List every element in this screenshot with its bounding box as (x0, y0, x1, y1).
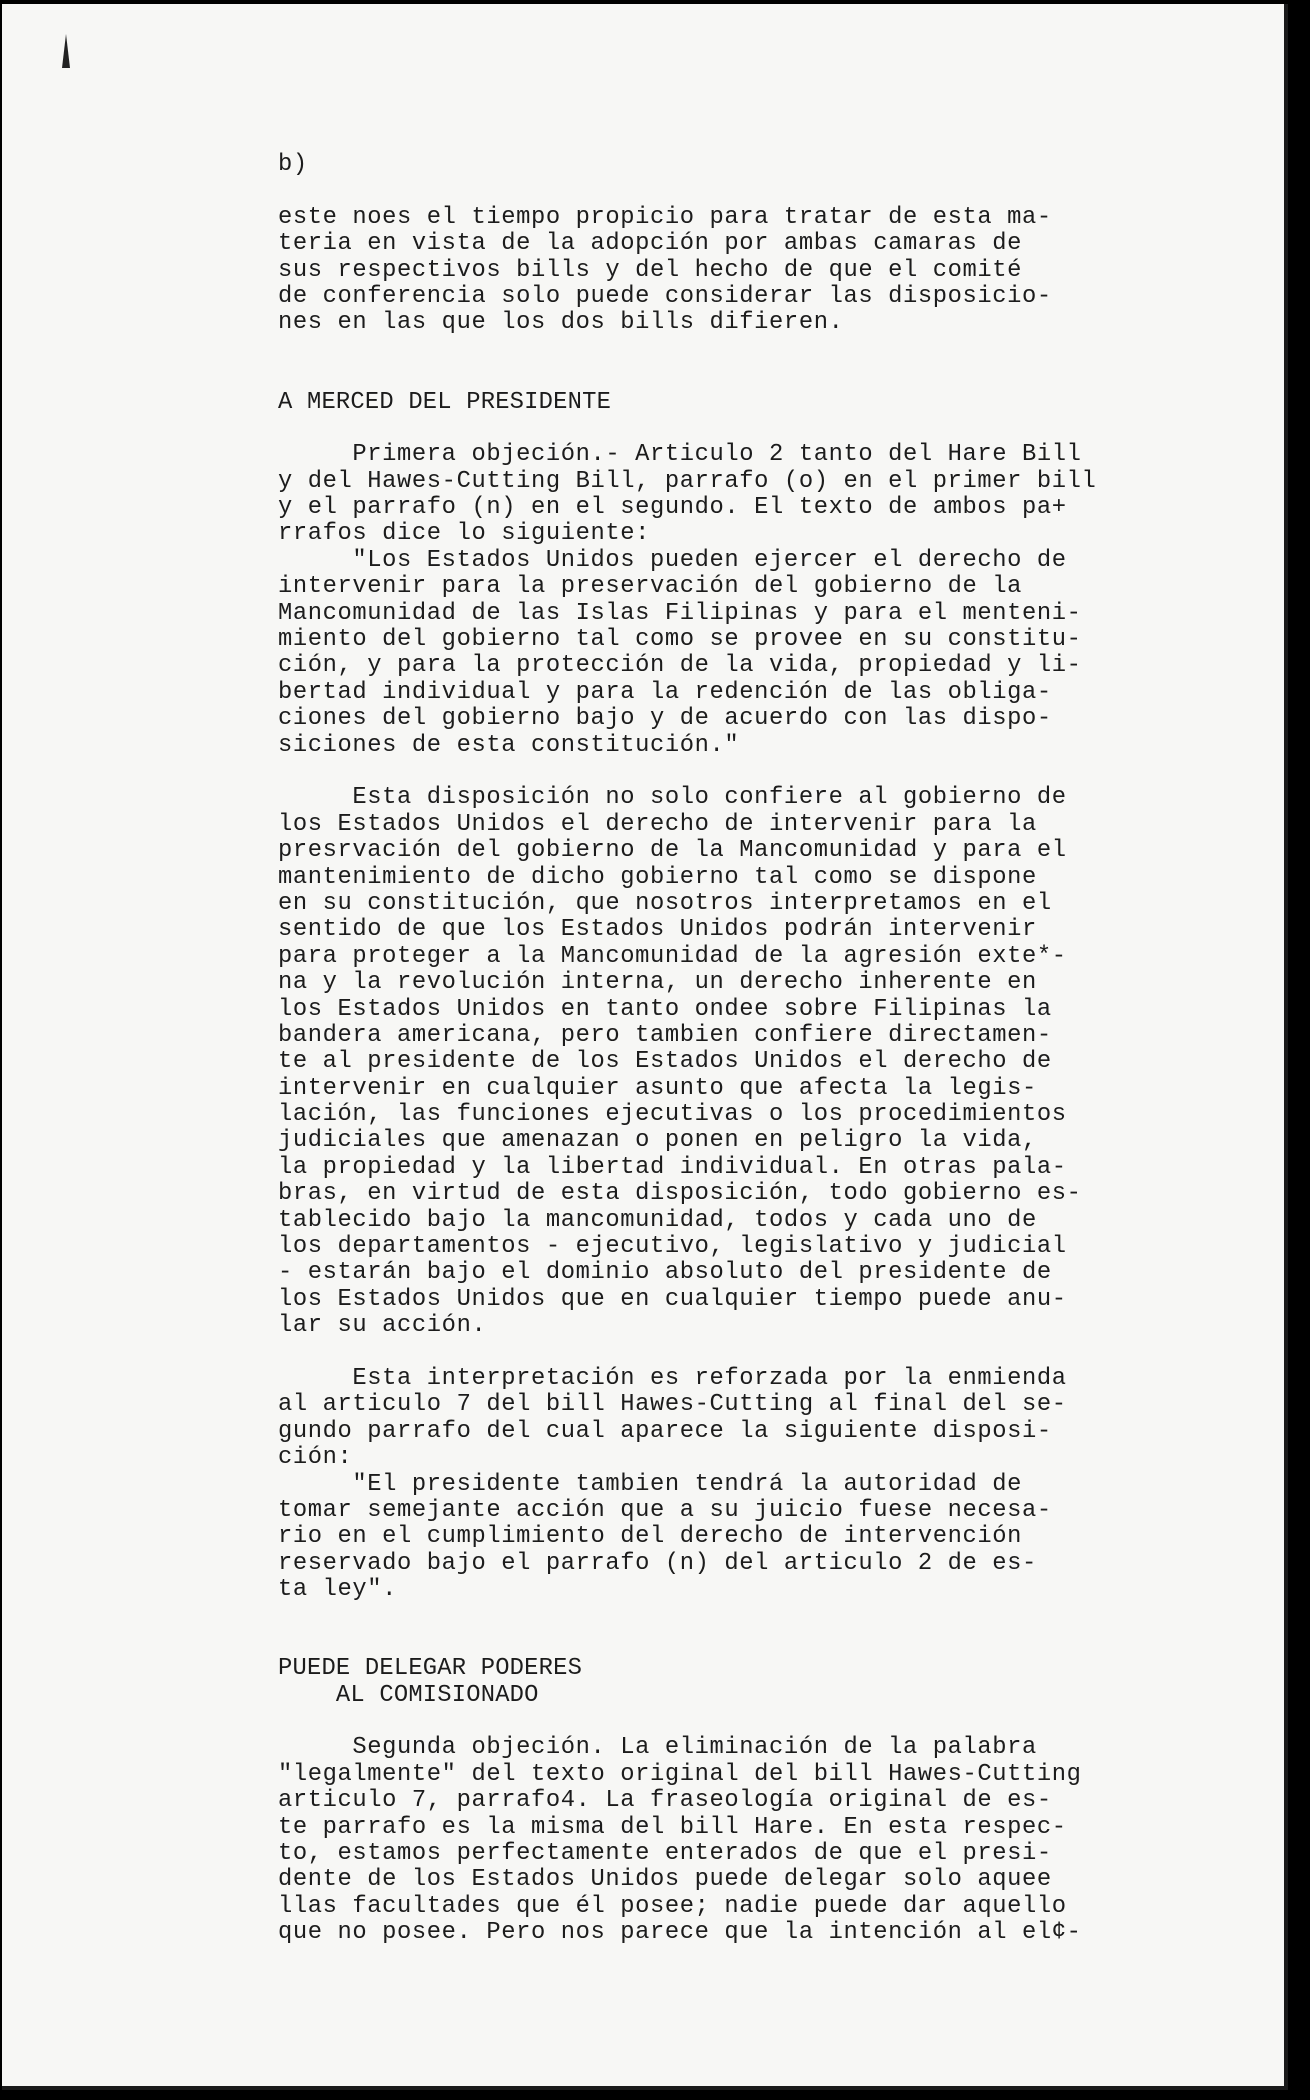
text-line: te parrafo es la misma del bill Hare. En esta respec- (278, 1813, 1067, 1841)
section-heading-merced: A MERCED DEL PRESIDENTE (278, 388, 612, 416)
text-line: y el parrafo (n) en el segundo. El texto de ambos pa+ (278, 494, 1067, 522)
text-line: "Los Estados Unidos pueden ejercer el derecho de (278, 546, 1067, 574)
text-line: bertad individual y para la redención de las obliga- (278, 678, 1052, 706)
text-line: mantenimiento de dicho gobierno tal como se dispone (278, 863, 1037, 891)
text-line: para proteger a la Mancomunidad de la agresión exte*- (278, 942, 1067, 970)
text-line: intervenir en cualquier asunto que afecta la legis- (278, 1074, 1037, 1102)
text-line: los Estados Unidos en tanto ondee sobre Filipinas la (278, 995, 1052, 1023)
text-line: "legalmente" del texto original del bill Hawes-Cutting (278, 1760, 1082, 1788)
text-line: Primera objeción.- Articulo 2 tanto del Hare Bill (278, 441, 1082, 469)
section-heading-delegar-line2: AL COMISIONADO (278, 1681, 539, 1709)
text-line: en su constitución, que nosotros interpretamos en el (278, 889, 1052, 917)
text-line: al articulo 7 del bill Hawes-Cutting al final del se- (278, 1391, 1067, 1419)
document-page (2, 4, 1288, 2090)
text-line: que no posee. Pero nos parece que la intención al el¢- (278, 1919, 1082, 1947)
document-body (278, 152, 1178, 1947)
objection-two-paragraph (278, 1735, 1178, 1946)
corner-mark-icon (62, 34, 70, 68)
text-line: los Estados Unidos que en cualquier tiempo puede anu- (278, 1285, 1067, 1313)
text-line: siciones de esta constitución." (278, 731, 740, 759)
text-line: Segunda objeción. La eliminación de la palabra (278, 1734, 1037, 1762)
text-line: articulo 7, parrafo4. La fraseología original de es- (278, 1787, 1052, 1815)
text-line: bandera americana, pero tambien confiere directamen- (278, 1021, 1052, 1049)
page-label: b) (278, 151, 308, 178)
reinforcement-paragraph (278, 1366, 1178, 1472)
interpretation-paragraph (278, 785, 1178, 1339)
text-line: gundo parrafo del cual aparece la siguiente disposi- (278, 1417, 1052, 1445)
text-line: dente de los Estados Unidos puede delegar solo aquee (278, 1866, 1052, 1894)
section-heading-delegar-line1: PUEDE DELEGAR PODERES (278, 1655, 583, 1683)
text-line: sentido de que los Estados Unidos podrán intervenir (278, 916, 1037, 944)
text-line: lar su acción. (278, 1312, 487, 1340)
text-line: rrafos dice lo siguiente: (278, 520, 651, 548)
text-line: Mancomunidad de las Islas Filipinas y para el menteni- (278, 599, 1082, 627)
text-line: la propiedad y la libertad individual. En otras pala- (278, 1153, 1067, 1181)
text-line: teria en vista de la adopción por ambas camaras de (278, 230, 1023, 258)
text-line: sus respectivos bills y del hecho de que el comité (278, 256, 1023, 284)
text-line: miento del gobierno tal como se provee en su constitu- (278, 626, 1082, 654)
text-line: llas facultades que él posee; nadie puede dar aquello (278, 1892, 1067, 1920)
text-line: los departamentos - ejecutivo, legislativo y judicial (278, 1233, 1067, 1261)
text-line: lación, las funciones ejecutivas o los procedimientos (278, 1101, 1067, 1129)
text-line: presrvación del gobierno de la Mancomunidad y para el (278, 837, 1067, 865)
text-line: este noes el tiempo propicio para tratar de esta ma- (278, 203, 1052, 231)
intro-paragraph (278, 205, 1178, 337)
quoted-amendment (278, 1472, 1178, 1604)
text-line: judiciales que amenazan o ponen en peligro la vida, (278, 1127, 1037, 1155)
text-line: reservado bajo el parrafo (n) del articulo 2 de es- (278, 1549, 1037, 1577)
text-line: rio en el cumplimiento del derecho de intervención (278, 1523, 1023, 1551)
text-line: ta ley". (278, 1576, 398, 1604)
text-line: te al presidente de los Estados Unidos el derecho de (278, 1048, 1052, 1076)
text-line: Esta interpretación es reforzada por la enmienda (278, 1364, 1067, 1392)
text-line: - estarán bajo el dominio absoluto del presidente de (278, 1259, 1052, 1287)
text-line: de conferencia solo puede considerar las disposicio- (278, 282, 1052, 310)
quoted-provision (278, 548, 1178, 759)
text-line: bras, en virtud de esta disposición, todo gobierno es- (278, 1180, 1082, 1208)
text-line: "El presidente tambien tendrá la autoridad de (278, 1470, 1023, 1498)
text-line: ciones del gobierno bajo y de acuerdo con las dispo- (278, 705, 1052, 733)
text-line: y del Hawes-Cutting Bill, parrafo (o) en el primer bill (278, 467, 1097, 495)
text-line: Esta disposición no solo confiere al gobierno de (278, 784, 1067, 812)
text-line: ción, y para la protección de la vida, propiedad y li- (278, 652, 1082, 680)
text-line: to, estamos perfectamente enterados de que el presi- (278, 1840, 1052, 1867)
text-line: nes en las que los dos bills difieren. (278, 309, 844, 337)
text-line: tomar semejante acción que a su juicio fuese necesa- (278, 1496, 1052, 1524)
text-line: intervenir para la preservación del gobierno de la (278, 573, 1023, 601)
text-line: los Estados Unidos el derecho de intervenir para la (278, 810, 1037, 838)
text-line: tablecido bajo la mancomunidad, todos y cada uno de (278, 1206, 1037, 1234)
objection-one-paragraph (278, 442, 1178, 548)
text-line: na y la revolución interna, un derecho inherente en (278, 969, 1037, 997)
text-line: ción: (278, 1444, 353, 1472)
